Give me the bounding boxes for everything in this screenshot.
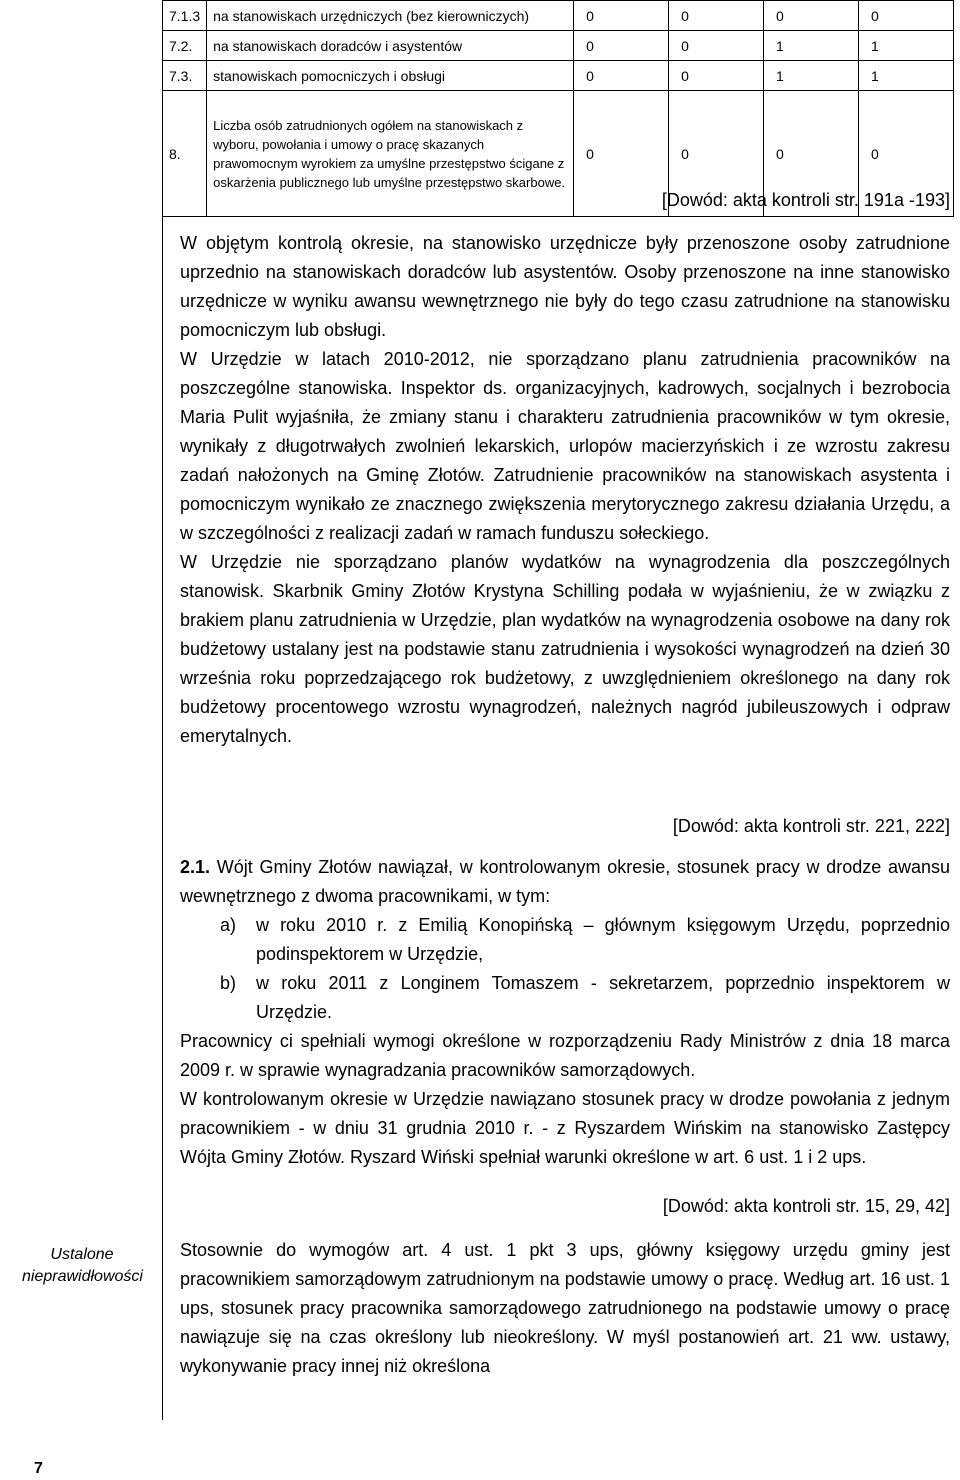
paragraph: W Urzędzie nie sporządzano planów wydatków na wynagrodzenia dla poszczególnych stanowisk. Skarbnik Gminy Złotów Krystyna Schilling podała w wyjaśnieniu, że w związku z brakiem planu zatrudnienia w Urzędzie, plan wydatków na wynagrodzenia osobowe na dany rok budżetowy ustalany jest na podstawie stanu zatrudnienia i wysokości wynagrodzeń na dzień 30 września roku poprzedzającego rok budżetowy, z uwzględnieniem określonego na dany rok budżetowy procentowego wzrostu wynagrodzeń, należnych nagród jubileuszowych i odpraw emerytalnych.	[180, 552, 950, 746]
paragraph: Pracownicy ci spełniali wymogi określone w rozporządzeniu Rady Ministrów z dnia 18 marca 2009 r. w sprawie wynagradzania pracowników samorządowych.	[180, 1031, 950, 1080]
list-marker: a)	[220, 915, 237, 935]
section-number: 2.1.	[180, 857, 211, 877]
row-number: 7.2.	[163, 31, 207, 61]
evidence-reference: [Dowód: akta kontroli str. 191a -193]	[661, 190, 950, 210]
section-intro-text: Wójt Gminy Złotów nawiązał, w kontrolowanym okresie, stosunek pracy w drodze awansu wewnętrznego z dwoma pracownikami, w tym:	[180, 857, 950, 906]
row-number: 7.1.3	[163, 1, 207, 31]
list-marker: b)	[220, 973, 237, 993]
evidence-reference: [Dowód: akta kontroli str. 221, 222]	[672, 816, 950, 836]
appointments-list	[180, 911, 950, 1027]
row-value: 0	[764, 91, 859, 217]
row-value: 0	[764, 1, 859, 31]
row-value: 0	[669, 1, 764, 31]
row-value: 0	[574, 1, 669, 31]
paragraph: W Urzędzie w latach 2010-2012, nie sporządzano planu zatrudnienia pracowników na poszczególne stanowiska. Inspektor ds. organizacyjnych, kadrowych, socjalnych i bezrobocia Maria Pulit wyjaśniła, że zmiany stanu i charakteru zatrudnienia pracowników w tym okresie, wynikały z długotrwałych zwolnień lekarskich, urlopów macierzyńskich i ze wzrostu zakresu zadań nałożonych na Gminę Złotów. Zatrudnienie pracowników na stanowiskach asystenta i pomocniczym wynikało ze znacznego zwiększenia merytorycznego zakresu działania Urzędu, a w szczególności z realizacji zadań w ramach funduszu sołeckiego.	[180, 349, 950, 543]
row-value: 0	[669, 61, 764, 91]
paragraph: W objętym kontrolą okresie, na stanowisko urzędnicze były przenoszone osoby zatrudnione uprzednio na stanowiskach doradców lub asystentów. Osoby przenoszone na inne stanowisko urzędnicze w wyniku awansu wewnętrznego nie były do tego czasu zatrudnione na stanowisku pomocniczym lub obsługi.	[180, 233, 950, 340]
row-value: 0	[574, 61, 669, 91]
row-value: 1	[859, 31, 954, 61]
body-text-lower	[180, 1236, 950, 1381]
side-label-irregularities: Ustalone nieprawidłowości	[22, 1246, 143, 1285]
evidence-reference: [Dowód: akta kontroli str. 15, 29, 42]	[662, 1196, 950, 1216]
row-value: 1	[859, 61, 954, 91]
row-value: 0	[574, 31, 669, 61]
table-row	[163, 61, 954, 91]
body-text-upper	[180, 229, 950, 751]
row-value: 0	[669, 91, 764, 217]
table-row	[163, 1, 954, 31]
section-intro	[180, 853, 950, 911]
list-item	[180, 911, 950, 969]
paragraph: Stosownie do wymogów art. 4 ust. 1 pkt 3 ups, główny księgowy urzędu gminy jest pracownikiem samorządowym zatrudnionym na podstawie umowy o pracę. Według art. 16 ust. 1 ups, stosunek pracy pracownika samorządowego zatrudnionego na podstawie umowy o pracę nawiązuje się na czas określony lub nieokreślony. W myśl postanowień art. 21 ww. ustawy, wykonywanie pracy innej niż określona	[180, 1240, 950, 1376]
list-item	[180, 969, 950, 1027]
page-number: 7	[34, 1460, 43, 1477]
row-value: 1	[764, 61, 859, 91]
paragraph: W kontrolowanym okresie w Urzędzie nawiązano stosunek pracy w drodze powołania z jednym pracownikiem - w dniu 31 grudnia 2010 r. - z Ryszardem Wińskim na stanowisko Zastępcy Wójta Gminy Złotów. Ryszard Wiński spełniał warunki określone w art. 6 ust. 1 i 2 ups.	[180, 1089, 950, 1167]
row-value: 0	[574, 91, 669, 217]
row-label: stanowiskach pomocniczych i obsługi	[207, 61, 574, 91]
row-number: 7.3.	[163, 61, 207, 91]
row-value: 0	[669, 31, 764, 61]
section-2-1	[180, 853, 950, 1172]
row-label: Liczba osób zatrudnionych ogółem na stanowiskach z wyboru, powołania i umowy o pracę skazanych prawomocnym wyrokiem za umyślne przestępstwo ścigane z oskarżenia publicznego lub umyślne przestępstwo skarbowe.	[207, 91, 574, 217]
list-item-text: w roku 2010 r. z Emilią Konopińską – głównym księgowym Urzędu, poprzednio podinspektorem w Urzędzie,	[256, 915, 950, 964]
employment-table	[162, 0, 954, 217]
row-value: 0	[859, 91, 954, 217]
row-value: 1	[764, 31, 859, 61]
row-label: na stanowiskach doradców i asystentów	[207, 31, 574, 61]
row-number: 8.	[163, 91, 207, 217]
row-value: 0	[859, 1, 954, 31]
list-item-text: w roku 2011 z Longinem Tomaszem - sekretarzem, poprzednio inspektorem w Urzędzie.	[256, 973, 950, 1022]
table-row	[163, 31, 954, 61]
row-label: na stanowiskach urzędniczych (bez kierowniczych)	[207, 1, 574, 31]
